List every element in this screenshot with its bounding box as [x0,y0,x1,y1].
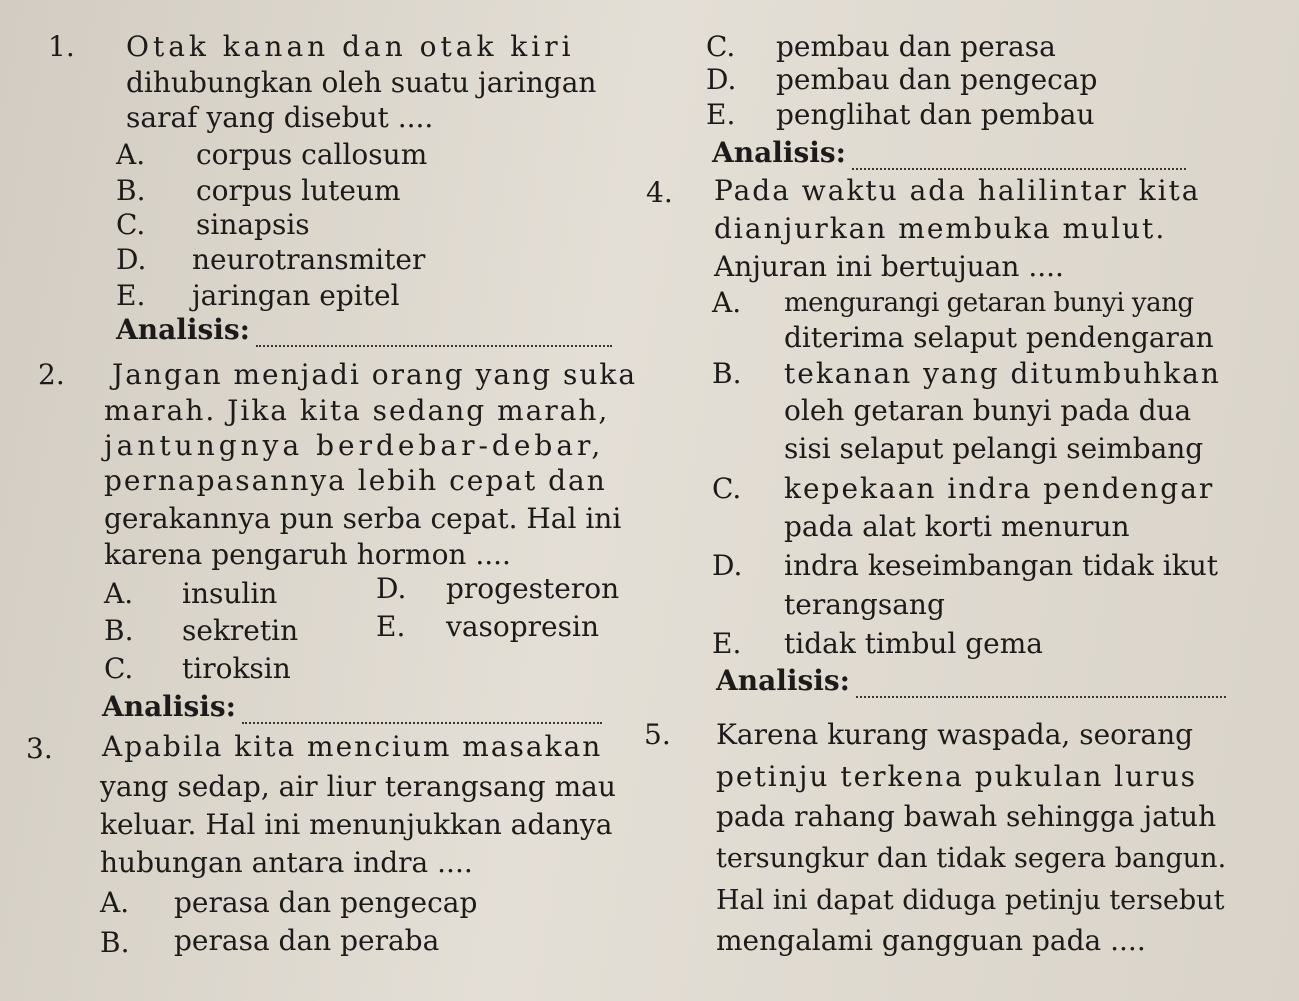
q5-stem-line-5: Hal ini dapat diduga petinju tersebut [716,885,1225,916]
q2-number: 2. [38,358,65,391]
q4-number: 4. [646,176,673,209]
q1-option-c-letter: C. [116,208,146,241]
q2-analysis-blank [242,702,602,724]
q1-option-c-text: sinapsis [196,208,310,241]
q3-option-d-letter: D. [706,63,737,96]
q1-number: 1. [48,30,75,63]
q2-analysis [102,690,602,724]
q1-option-b-text: corpus luteum [196,174,401,207]
q2-option-d-text: progesteron [446,572,620,605]
q2-stem-line-4: pernapasannya lebih cepat dan [104,464,607,497]
q5-stem-line-2: petinju terkena pukulan lurus [716,760,1198,793]
q2-option-c-letter: C. [104,652,134,685]
q3-option-a-letter: A. [100,886,130,919]
q1-option-d-text: neurotransmiter [192,243,426,276]
q3-option-c-text: pembau dan perasa [776,30,1056,63]
q5-stem-line-4: tersungkur dan tidak segera bangun. [716,843,1227,874]
q4-option-e-line-1: tidak timbul gema [784,627,1043,660]
q4-option-d-letter: D. [712,549,743,582]
q2-option-b-letter: B. [104,614,134,647]
q1-stem-line-1: Otak kanan dan otak kiri [126,30,575,63]
q4-analysis [716,664,1226,698]
q2-stem-line-2: marah. Jika kita sedang marah, [104,394,610,427]
q4-option-b-line-2: oleh getaran bunyi pada dua [784,394,1192,427]
q1-analysis [116,313,612,347]
q3-option-b-letter: B. [100,926,130,959]
q2-option-a-letter: A. [104,577,134,610]
q1-option-a-text: corpus callosum [196,138,428,171]
q4-option-a-letter: A. [712,286,742,319]
q4-option-a-line-1: mengurangi getaran bunyi yang [784,288,1194,318]
q1-option-a-letter: A. [116,138,146,171]
q3-number: 3. [26,732,53,765]
q4-option-d-line-1: indra keseimbangan tidak ikut [784,549,1218,582]
q3-option-b-text: perasa dan peraba [174,924,440,957]
left-column [0,0,640,1001]
q1-option-e-letter: E. [116,279,146,312]
q1-stem-line-3: saraf yang disebut .... [126,101,434,134]
q4-analysis-label: Analisis: [716,664,850,697]
q2-stem-line-6: karena pengaruh hormon .... [104,538,511,571]
q2-option-e-letter: E. [376,610,406,643]
q3-stem-line-1: Apabila kita mencium masakan [102,730,603,763]
q4-option-b-letter: B. [712,357,742,390]
q3-stem-line-2: yang sedap, air liur terangsang mau [100,770,616,803]
q4-analysis-blank [856,676,1226,698]
q4-option-a-line-2: diterima selaput pendengaran [784,321,1214,354]
q3-analysis [712,136,1186,170]
q3-option-a-text: perasa dan pengecap [174,886,478,919]
right-column [640,0,1299,1001]
q4-option-c-line-1: kepekaan indra pendengar [784,472,1215,505]
q4-option-c-letter: C. [712,472,742,505]
q5-stem-line-6: mengalami gangguan pada .... [716,924,1146,957]
q1-stem-line-2: dihubungkan oleh suatu jaringan [126,66,597,99]
q1-option-e-text: jaringan epitel [192,279,400,312]
q2-stem-line-3: jantungnya berdebar-debar, [104,429,605,462]
q3-option-e-text: penglihat dan pembau [776,98,1095,131]
q2-option-d-letter: D. [376,572,407,605]
q4-stem-line-1: Pada waktu ada halilintar kita [714,174,1201,207]
q2-option-b-text: sekretin [182,614,299,647]
q5-stem-line-1: Karena kurang waspada, seorang [716,718,1194,751]
q4-stem-line-3: Anjuran ini bertujuan .... [714,250,1064,283]
q4-option-c-line-2: pada alat korti menurun [784,510,1130,543]
q3-option-e-letter: E. [706,98,736,131]
q3-option-c-letter: C. [706,30,736,63]
q3-analysis-label: Analisis: [712,136,846,169]
q4-option-d-line-2: terangsang [784,588,945,621]
q2-option-e-text: vasopresin [446,610,599,643]
q3-stem-line-3: keluar. Hal ini menunjukkan adanya [100,808,613,841]
q5-stem-line-3: pada rahang bawah sehingga jatuh [716,800,1217,833]
q4-option-b-line-1: tekanan yang ditumbuhkan [784,357,1221,390]
q4-option-e-letter: E. [712,627,742,660]
q1-option-b-letter: B. [116,174,146,207]
q4-stem-line-2: dianjurkan membuka mulut. [714,212,1167,245]
q3-analysis-blank [852,148,1186,170]
q1-analysis-label: Analisis: [116,313,250,346]
q1-analysis-blank [256,325,612,347]
q5-number: 5. [644,718,671,751]
q1-option-d-letter: D. [116,243,147,276]
q2-stem-line-5: gerakannya pun serba cepat. Hal ini [104,502,622,535]
q2-option-c-text: tiroksin [182,652,291,685]
q2-stem-line-1: Jangan menjadi orang yang suka [112,358,638,391]
q2-analysis-label: Analisis: [102,690,236,723]
q2-option-a-text: insulin [182,577,278,610]
q3-option-d-text: pembau dan pengecap [776,63,1098,96]
q3-stem-line-4: hubungan antara indra .... [100,846,473,879]
q4-option-b-line-3: sisi selaput pelangi seimbang [784,432,1204,465]
